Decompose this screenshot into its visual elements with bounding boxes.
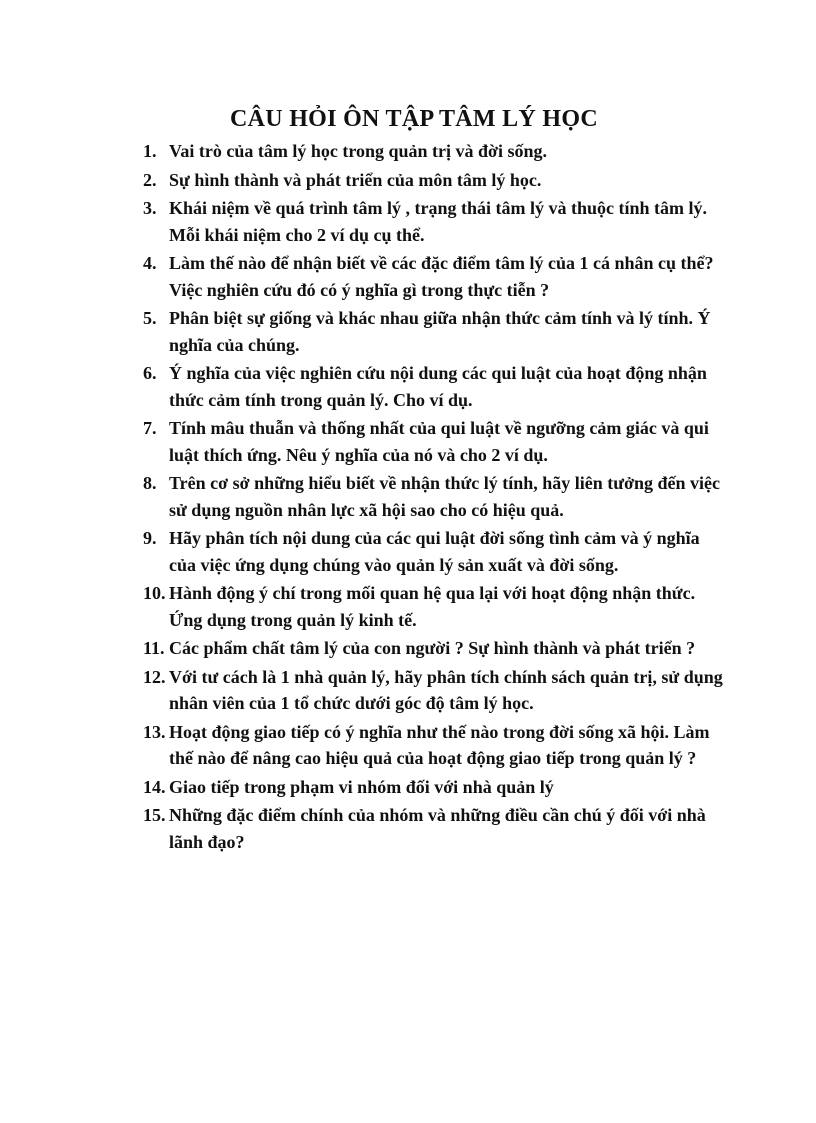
question-text: Làm thế nào để nhận biết về các đặc điểm tâm lý của 1 cá nhân cụ thể? Việc nghiên cứu đó có ý nghĩa gì trong thực tiễn ? — [169, 253, 714, 300]
question-text: Giao tiếp trong phạm vi nhóm đối với nhà quản lý — [169, 776, 554, 797]
question-number: 2. — [143, 169, 157, 190]
question-text: Sự hình thành và phát triển của môn tâm lý học. — [169, 169, 542, 190]
question-number: 14. — [143, 776, 166, 797]
question-item-15 — [143, 802, 723, 855]
question-item-14 — [143, 774, 723, 801]
question-item-1 — [143, 138, 723, 165]
question-item-3 — [143, 195, 723, 248]
question-text: Hành động ý chí trong mối quan hệ qua lại với hoạt động nhận thức. Ứng dụng trong quản lý kinh tế. — [169, 583, 696, 630]
question-text: Phân biệt sự giống và khác nhau giữa nhận thức cảm tính và lý tính. Ý nghĩa của chúng. — [169, 308, 711, 355]
question-item-12 — [143, 664, 723, 717]
question-number: 6. — [143, 363, 157, 383]
question-text: Ý nghĩa của việc nghiên cứu nội dung các qui luật của hoạt động nhận thức cảm tính trong quản lý. Cho ví dụ. — [169, 363, 707, 410]
question-number: 13. — [143, 721, 166, 742]
question-text: Những đặc điểm chính của nhóm và những điều cần chú ý đối với nhà lãnh đạo? — [169, 805, 706, 852]
question-item-13 — [143, 719, 723, 772]
question-text: Tính mâu thuẫn và thống nhất của qui luật về ngưỡng cảm giác và qui luật thích ứng. Nêu ý nghĩa của nó và cho 2 ví dụ. — [169, 418, 709, 465]
question-number: 5. — [143, 308, 157, 328]
question-text: Hoạt động giao tiếp có ý nghĩa như thế nào trong đời sống xã hội. Làm thế nào để nâng cao hiệu quả của hoạt động giao tiếp trong quản lý ? — [169, 721, 710, 768]
question-item-2 — [143, 167, 723, 194]
page-title: CÂU HỎI ÔN TẬP TÂM LÝ HỌC — [230, 106, 598, 132]
question-number: 15. — [143, 805, 166, 825]
question-item-9 — [143, 525, 723, 578]
question-item-8 — [143, 470, 723, 523]
question-number: 8. — [143, 473, 157, 493]
question-item-4 — [143, 250, 723, 303]
question-list — [143, 138, 723, 857]
question-number: 3. — [143, 198, 157, 218]
question-number: 1. — [143, 141, 157, 161]
question-number: 9. — [143, 528, 157, 548]
question-number: 4. — [143, 253, 157, 273]
question-item-6 — [143, 360, 723, 413]
question-item-10 — [143, 580, 723, 633]
question-number: 11. — [143, 638, 165, 658]
question-text: Với tư cách là 1 nhà quản lý, hãy phân tích chính sách quản trị, sử dụng nhân viên của 1 tổ chức dưới góc độ tâm lý học. — [169, 666, 723, 713]
question-number: 10. — [143, 583, 166, 603]
question-text: Hãy phân tích nội dung của các qui luật đời sống tình cảm và ý nghĩa của việc ứng dụng chúng vào quản lý sản xuất và đời sống. — [169, 528, 700, 575]
question-text: Khái niệm về quá trình tâm lý , trạng thái tâm lý và thuộc tính tâm lý. Mỗi khái niệm cho 2 ví dụ cụ thể. — [169, 198, 708, 245]
question-item-5 — [143, 305, 723, 358]
question-item-7 — [143, 415, 723, 468]
question-text: Vai trò của tâm lý học trong quản trị và đời sống. — [169, 141, 547, 161]
question-item-11 — [143, 635, 723, 662]
question-text: Trên cơ sở những hiểu biết về nhận thức lý tính, hãy liên tưởng đến việc sử dụng nguồn nhân lực xã hội sao cho có hiệu quả. — [169, 473, 721, 520]
question-text: Các phẩm chất tâm lý của con người ? Sự hình thành và phát triển ? — [169, 638, 696, 658]
question-number: 7. — [143, 418, 157, 438]
question-number: 12. — [143, 666, 166, 687]
